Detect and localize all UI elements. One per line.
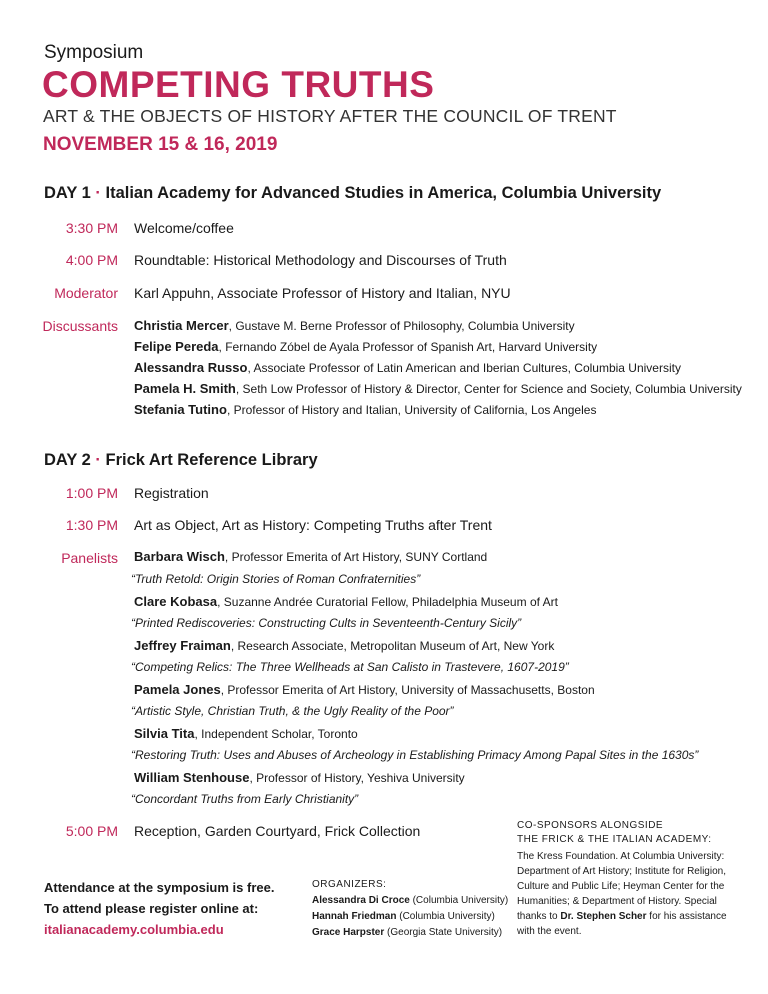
- panelist-item: Barbara Wisch, Professor Emerita of Art History, SUNY Cortland: [134, 549, 488, 564]
- day2-label: DAY 2: [44, 451, 91, 469]
- page-title: COMPETING TRUTHS: [42, 64, 435, 105]
- discussant-item: Stefania Tutino, Professor of History and Italian, University of California, Los Angeles: [134, 402, 597, 417]
- event-kicker: Symposium: [44, 42, 144, 63]
- sponsors-text: The Kress Foundation. At Columbia University: Department of Art History; Institute for Religion, Culture and Public Life; Heyman Center for the Humanities; & Department of History. Special thanks to Dr. Stephen Scher for his assistance with the event.: [517, 851, 727, 937]
- day1-heading: [44, 184, 661, 203]
- panelist-item: Silvia Tita, Independent Scholar, Toronto: [134, 726, 358, 741]
- discussant-item: Christia Mercer, Gustave M. Berne Professor of Philosophy, Columbia University: [134, 318, 575, 333]
- discussant-item: Felipe Pereda, Fernando Zóbel de Ayala Professor of Spanish Art, Harvard University: [134, 339, 598, 354]
- organizer-item: Hannah Friedman (Columbia University): [312, 911, 495, 922]
- day1-separator: ·: [95, 184, 101, 202]
- day2-time-1: 1:00 PM: [65, 485, 118, 501]
- day1-event-2: Roundtable: Historical Methodology and Discourses of Truth: [134, 252, 507, 268]
- day2-time-2: 1:30 PM: [65, 517, 118, 533]
- reception-time: 5:00 PM: [65, 823, 118, 839]
- organizers-heading: ORGANIZERS:: [312, 879, 387, 890]
- organizer-item: Grace Harpster (Georgia State University): [312, 927, 503, 938]
- panelists-label: Panelists: [61, 550, 118, 566]
- day1-time-1: 3:30 PM: [65, 220, 118, 236]
- panelist-item: Pamela Jones, Professor Emerita of Art History, University of Massachusetts, Boston: [134, 682, 595, 697]
- panelist-talk: “Artistic Style, Christian Truth, & the Ugly Reality of the Poor”: [131, 704, 454, 718]
- attendance-line-2: To attend please register online at:: [44, 901, 259, 916]
- day1-label: DAY 1: [44, 184, 91, 202]
- day1-time-2: 4:00 PM: [65, 252, 118, 268]
- sponsors-heading: CO-SPONSORS ALONGSIDE THE FRICK & THE ITALIAN ACADEMY:: [517, 820, 712, 845]
- day2-venue: Frick Art Reference Library: [105, 451, 318, 469]
- attendance-line-1: Attendance at the symposium is free.: [44, 880, 275, 895]
- panelist-item: William Stenhouse, Professor of History, Yeshiva University: [134, 770, 465, 785]
- day2-event-1: Registration: [134, 485, 209, 501]
- discussants-label: Discussants: [42, 318, 118, 334]
- organizer-item: Alessandra Di Croce (Columbia University): [312, 895, 509, 906]
- panelist-talk: “Restoring Truth: Uses and Abuses of Archeology in Establishing Primacy Among Papal Sites in the 1630s”: [131, 748, 699, 762]
- panelist-talk: “Printed Rediscoveries: Constructing Cults in Seventeenth-Century Sicily”: [131, 616, 522, 630]
- panelist-item: Jeffrey Fraiman, Research Associate, Metropolitan Museum of Art, New York: [134, 638, 555, 653]
- day2-separator: ·: [95, 451, 101, 469]
- panelist-talk: “Concordant Truths from Early Christianity”: [131, 792, 359, 806]
- day1-event-1: Welcome/coffee: [134, 220, 234, 236]
- discussant-item: Pamela H. Smith, Seth Low Professor of History & Director, Center for Science and Society, Columbia University: [134, 381, 742, 396]
- panelist-talk: “Truth Retold: Origin Stories of Roman Confraternities”: [131, 572, 421, 586]
- moderator-name: Karl Appuhn, Associate Professor of History and Italian, NYU: [134, 285, 511, 301]
- sponsor-thanks-name: Dr. Stephen Scher: [560, 911, 647, 922]
- page-subtitle: ART & THE OBJECTS OF HISTORY AFTER THE COUNCIL OF TRENT: [43, 106, 617, 126]
- reception-event: Reception, Garden Courtyard, Frick Collection: [134, 823, 421, 839]
- event-dates: NOVEMBER 15 & 16, 2019: [43, 134, 278, 155]
- day2-event-2: Art as Object, Art as History: Competing Truths after Trent: [134, 517, 492, 533]
- moderator-label: Moderator: [54, 285, 118, 301]
- day2-heading: [44, 451, 318, 470]
- registration-link[interactable]: italianacademy.columbia.edu: [44, 922, 224, 937]
- attendance-info: [44, 877, 274, 940]
- discussant-item: Alessandra Russo, Associate Professor of Latin American and Iberian Cultures, Columbia University: [134, 360, 681, 375]
- panelist-item: Clare Kobasa, Suzanne Andrée Curatorial Fellow, Philadelphia Museum of Art: [134, 594, 558, 609]
- day1-venue: Italian Academy for Advanced Studies in America, Columbia University: [105, 184, 662, 202]
- panelist-talk: “Competing Relics: The Three Wellheads at San Calisto in Trastevere, 1607-2019”: [131, 660, 569, 674]
